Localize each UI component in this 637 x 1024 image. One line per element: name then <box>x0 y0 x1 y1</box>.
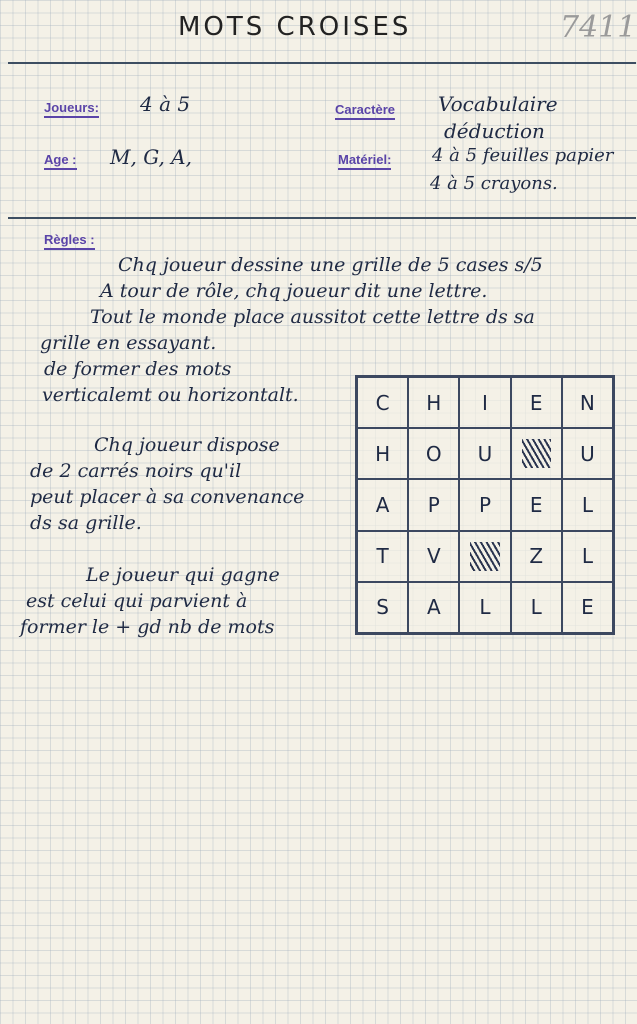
caractere-value-1: Vocabulaire <box>438 92 558 116</box>
grid-cell: V <box>408 531 459 582</box>
rules-line: verticalemt ou horizontalt. <box>42 384 299 406</box>
grid-cell: E <box>511 377 562 428</box>
grid-cell: T <box>357 531 408 582</box>
grid-cell: C <box>357 377 408 428</box>
grid-cell-black <box>511 428 562 479</box>
caractere-label: Caractère <box>335 102 395 120</box>
rules-paragraph-3 <box>20 562 280 640</box>
grid-cell: Z <box>511 531 562 582</box>
grid-cell: L <box>459 582 510 633</box>
rules-line: Le joueur qui gagne <box>86 564 280 586</box>
rules-line: Tout le monde place aussitot cette lettre ds sa <box>90 306 535 328</box>
crossword-grid <box>355 375 615 635</box>
rules-line: A tour de rôle, chq joueur dit une lettre. <box>100 280 488 302</box>
rules-line: Chq joueur dessine une grille de 5 cases s/5 <box>118 254 543 276</box>
grid-cell: L <box>562 479 613 530</box>
header-divider <box>8 62 636 64</box>
title: MOTS CROISES <box>178 12 412 42</box>
grid-cell: P <box>459 479 510 530</box>
materiel-label: Matériel: <box>338 152 391 170</box>
materiel-value-1: 4 à 5 feuilles papier <box>432 145 614 166</box>
rules-line: peut placer à sa convenance <box>30 486 305 508</box>
grid-cell: A <box>357 479 408 530</box>
rules-line: de former des mots <box>44 358 232 380</box>
card-number: 7411 <box>560 10 637 45</box>
grid-cell: S <box>357 582 408 633</box>
grid-cell: P <box>408 479 459 530</box>
fields-divider <box>8 217 636 219</box>
grid-cell: E <box>511 479 562 530</box>
grid-cell: N <box>562 377 613 428</box>
rules-line: de 2 carrés noirs qu'il <box>30 460 242 482</box>
grid-cell: L <box>562 531 613 582</box>
rules-line: est celui qui parvient à <box>26 590 248 612</box>
age-label: Age : <box>44 152 77 170</box>
rules-paragraph-2 <box>30 432 304 536</box>
grid-cell: A <box>408 582 459 633</box>
grid-cell: O <box>408 428 459 479</box>
grid-cell: U <box>562 428 613 479</box>
grid-cell-black <box>459 531 510 582</box>
rules-line: grille en essayant. <box>40 332 217 354</box>
rules-line: Chq joueur dispose <box>94 434 280 456</box>
grid-cell: E <box>562 582 613 633</box>
rules-line: ds sa grille. <box>30 512 142 534</box>
joueurs-label: Joueurs: <box>44 100 99 118</box>
age-value: M, G, A, <box>110 145 192 169</box>
rules-line: former le + gd nb de mots <box>20 616 275 638</box>
grid-cell: L <box>511 582 562 633</box>
rules-label: Règles : <box>44 232 95 250</box>
grid-cell: H <box>408 377 459 428</box>
joueurs-value: 4 à 5 <box>140 92 191 116</box>
grid-cell: U <box>459 428 510 479</box>
grid-cell: H <box>357 428 408 479</box>
caractere-value-2: déduction <box>444 119 545 143</box>
grid-cell: I <box>459 377 510 428</box>
materiel-value-2: 4 à 5 crayons. <box>430 173 558 194</box>
